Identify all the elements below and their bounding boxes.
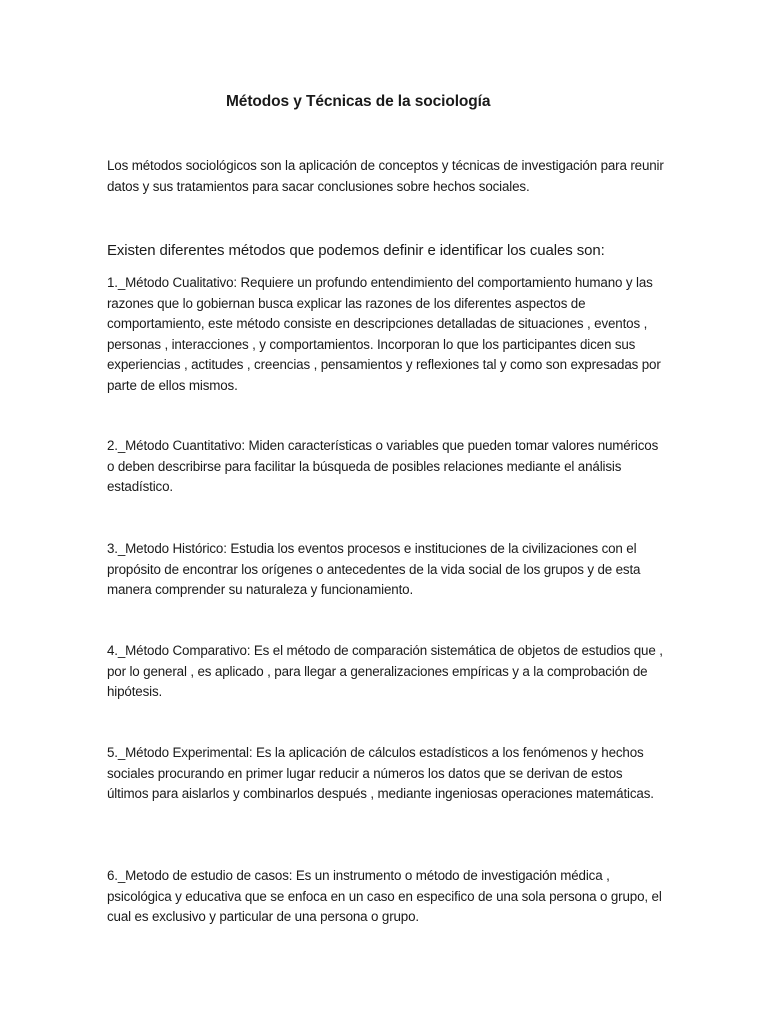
method-paragraph-comparativo: 4._Método Comparativo: Es el método de comparación sistemática de objetos de estudios que , por lo general , es aplicado , para llegar a generalizaciones empíricas y a la comprobación de hipótesis. [107, 643, 663, 700]
method-paragraph-historico: 3._Metodo Histórico: Estudia los eventos procesos e instituciones de la civilizaciones con el propósito de encontrar los orígenes o antecedentes de la vida social de los grupos y de esta manera comprender su naturaleza y funcionamiento. [107, 541, 641, 598]
document-title: Métodos y Técnicas de la sociología [226, 93, 491, 110]
method-paragraph-estudio-de-casos: 6._Metodo de estudio de casos: Es un instrumento o método de investigación médica , psicológica y educativa que se enfoca en un caso en especifico de una sola persona o grupo, el cual es exclusivo y particular de una persona o grupo. [107, 868, 662, 925]
method-paragraph-cuantitativo: 2._Método Cuantitativo: Miden características o variables que pueden tomar valores numéricos o deben describirse para facilitar la búsqueda de posibles relaciones mediante el análisis estadístico. [107, 438, 659, 495]
method-paragraph-cualitativo: 1._Método Cualitativo: Requiere un profundo entendimiento del comportamiento humano y las razones que lo gobiernan busca explicar las razones de los diferentes aspectos de comportamiento, este método consiste en descripciones detalladas de situaciones , eventos , personas , interacciones , y comportamientos. Incorporan lo que los participantes dicen sus experiencias , actitudes , creencias , pensamientos y reflexiones tal y como son expresadas por parte de ellos mismos. [107, 275, 661, 393]
intro-paragraph: Los métodos sociológicos son la aplicación de conceptos y técnicas de investigación para reunir datos y sus tratamientos para sacar conclusiones sobre hechos sociales. [107, 158, 664, 194]
method-paragraph-experimental: 5._Método Experimental: Es la aplicación de cálculos estadísticos a los fenómenos y hechos sociales procurando en primer lugar reducir a números los datos que se derivan de estos últimos para aislarlos y combinarlos después , mediante ingeniosas operaciones matemáticas. [107, 745, 654, 802]
lead-sentence: Existen diferentes métodos que podemos definir e identificar los cuales son: [107, 242, 605, 259]
